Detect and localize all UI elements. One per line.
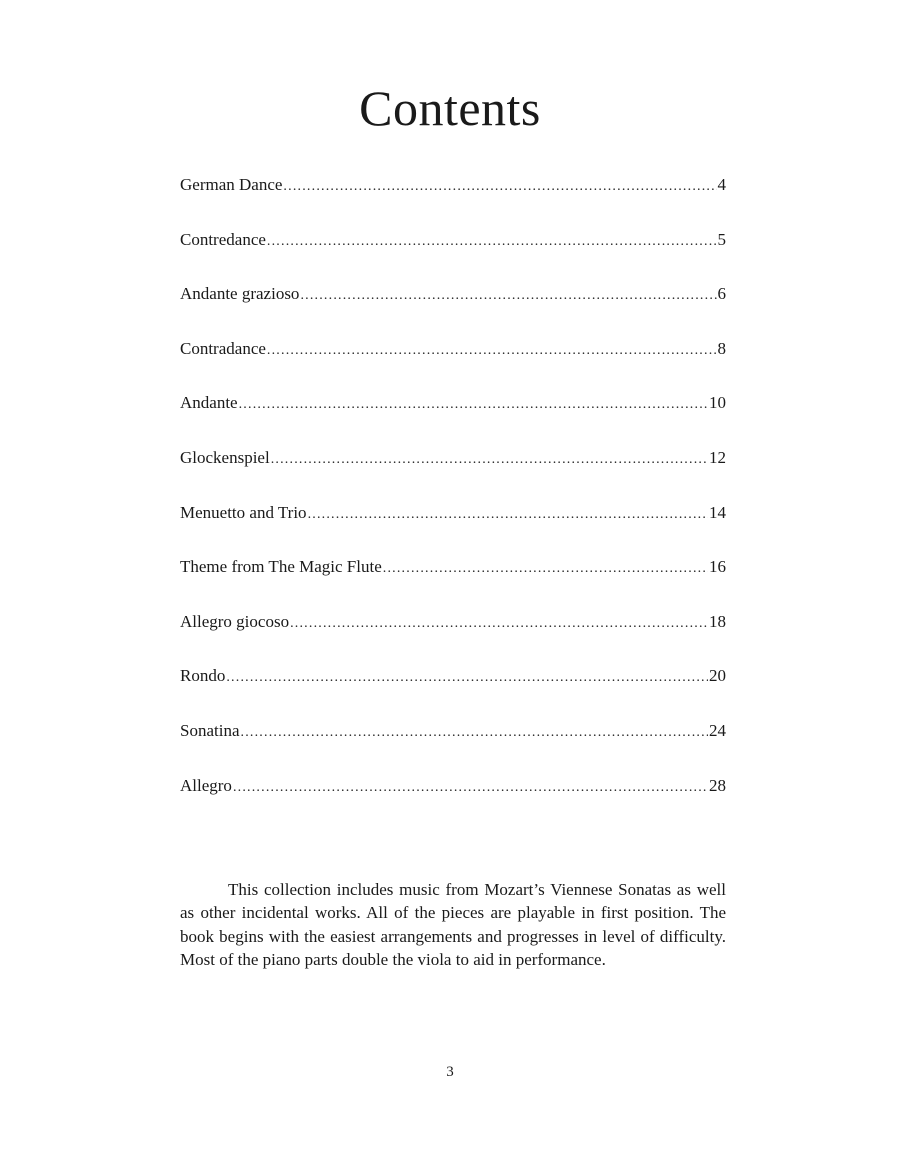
- toc-entry-page: 6: [717, 284, 726, 304]
- toc-entry: [180, 716, 726, 771]
- table-of-contents: [180, 170, 726, 825]
- toc-entry-title: Theme from The Magic Flute: [180, 557, 382, 577]
- toc-entry: [180, 225, 726, 280]
- toc-entry: [180, 334, 726, 389]
- toc-entry-title: Menuetto and Trio: [180, 502, 307, 522]
- page-number: 3: [446, 1064, 454, 1080]
- toc-leader-dots: [233, 773, 708, 803]
- toc-entry-page: 10: [709, 393, 726, 413]
- toc-entry-title: Andante: [180, 393, 238, 413]
- toc-entry-title: Allegro giocoso: [180, 611, 290, 631]
- toc-entry: [180, 498, 726, 553]
- toc-leader-dots: [241, 718, 709, 748]
- toc-leader-dots: [308, 500, 708, 530]
- toc-entry-page: 5: [717, 229, 726, 249]
- toc-entry: [180, 170, 726, 225]
- toc-entry-title: Allegro: [180, 775, 232, 795]
- toc-entry-title: Sonatina: [180, 720, 240, 740]
- toc-entry-title: Rondo: [180, 666, 226, 686]
- toc-entry: [180, 443, 726, 498]
- toc-entry: [180, 771, 726, 826]
- toc-entry: [180, 552, 726, 607]
- toc-leader-dots: [271, 445, 708, 475]
- toc-entry: [180, 607, 726, 662]
- toc-leader-dots: [290, 609, 708, 639]
- toc-entry: [180, 388, 726, 443]
- intro-paragraph: This collection includes music from Mozart’s Viennese Sonatas as well as other incidental works. All of the pieces are playable in first position. The book begins with the easiest arrangements and progresses in level of difficulty. Most of the piano parts double the viola to aid in performance.: [180, 880, 726, 970]
- toc-entry: [180, 279, 726, 334]
- toc-leader-dots: [383, 554, 708, 584]
- toc-leader-dots: [267, 227, 717, 257]
- toc-entry-page: 12: [709, 447, 726, 467]
- toc-entry-page: 24: [709, 720, 726, 740]
- toc-leader-dots: [283, 172, 716, 202]
- toc-entry-page: 8: [717, 338, 726, 358]
- toc-entry-page: 14: [709, 502, 726, 522]
- toc-entry-title: German Dance: [180, 175, 283, 194]
- toc-entry-page: 28: [709, 775, 726, 795]
- toc-leader-dots: [300, 281, 716, 311]
- toc-leader-dots: [267, 336, 717, 366]
- toc-entry-page: 18: [709, 611, 726, 631]
- toc-leader-dots: [226, 663, 708, 693]
- page-title: Contents: [359, 80, 541, 136]
- toc-entry-page: 4: [717, 175, 726, 194]
- toc-entry-page: 20: [709, 666, 726, 686]
- toc-entry-title: Glockenspiel: [180, 447, 270, 467]
- toc-entry-page: 16: [709, 557, 726, 577]
- toc-leader-dots: [239, 390, 708, 420]
- toc-entry-title: Andante grazioso: [180, 284, 300, 304]
- toc-entry-title: Contredance: [180, 229, 266, 249]
- toc-entry: [180, 661, 726, 716]
- toc-entry-title: Contradance: [180, 338, 266, 358]
